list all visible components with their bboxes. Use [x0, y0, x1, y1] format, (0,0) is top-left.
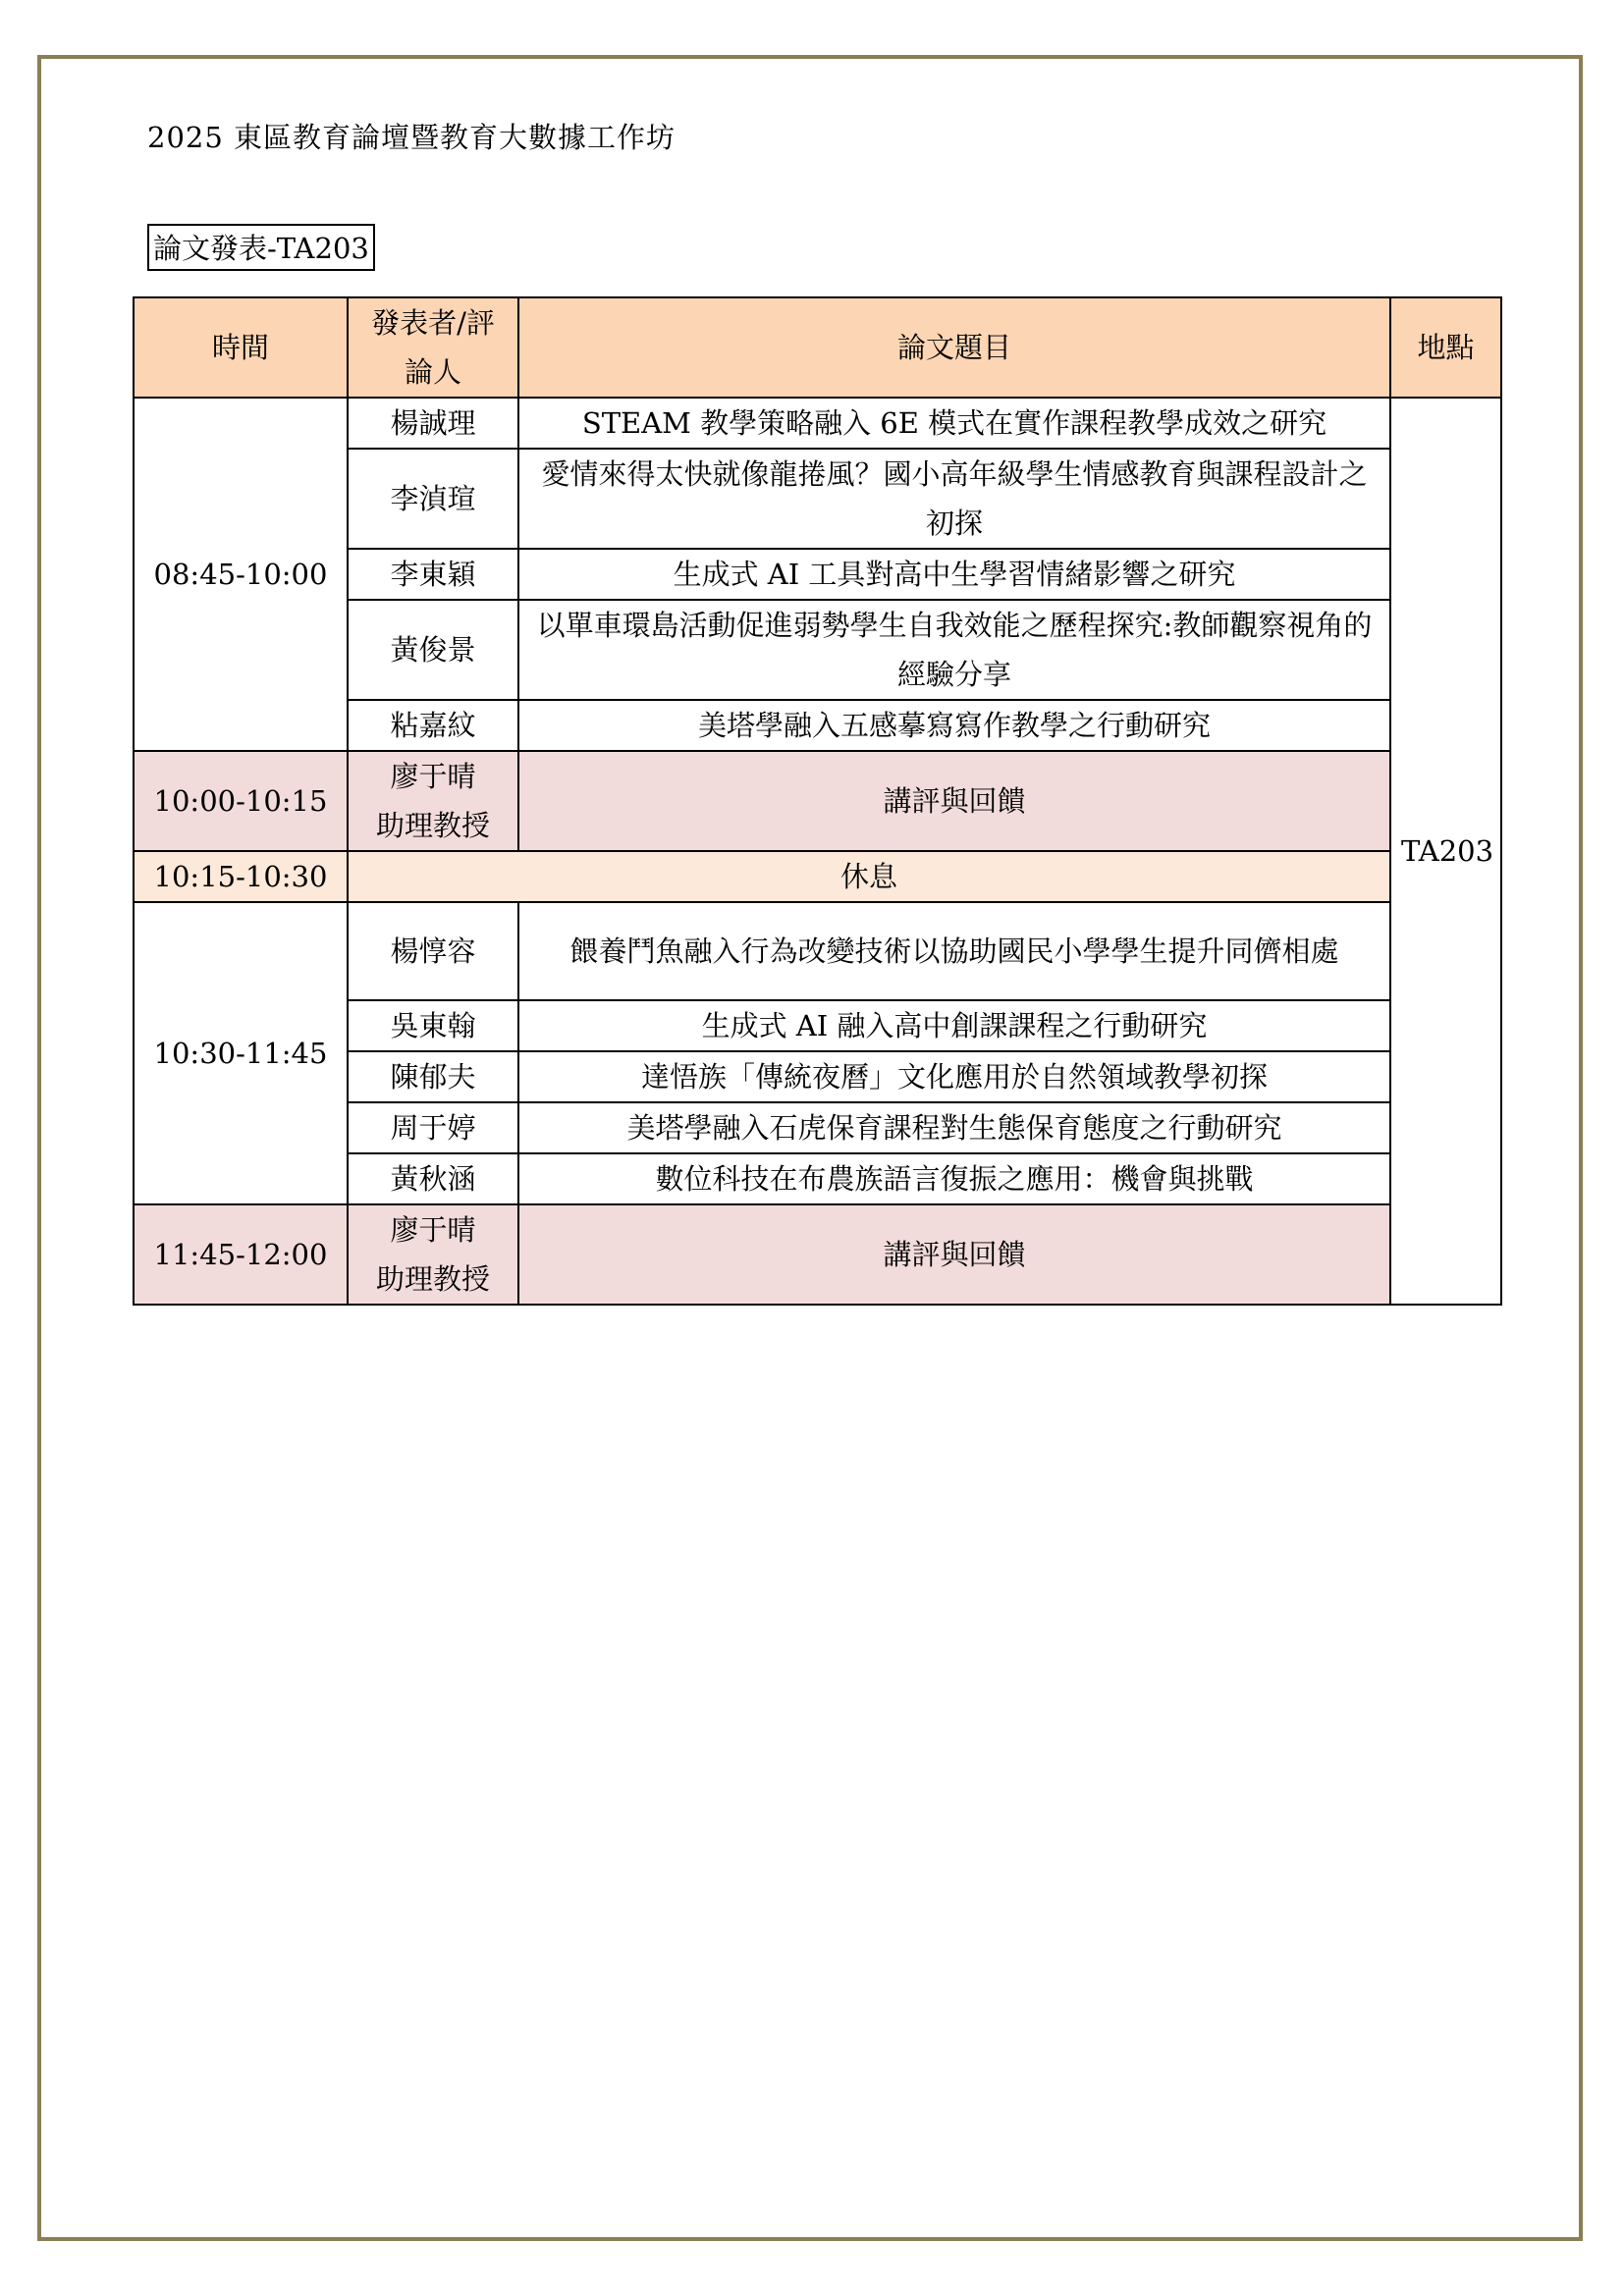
- presenter-cell: 陳郁夫: [348, 1051, 518, 1102]
- paper-title-cell: 達悟族「傳統夜曆」文化應用於自然領域教學初探: [518, 1051, 1390, 1102]
- col-header-time: 時間: [134, 297, 348, 398]
- reviewer-name: 廖于晴: [390, 760, 476, 793]
- paper-title-cell: 以單車環島活動促進弱勢學生自我效能之歷程探究:教師觀察視角的經驗分享: [518, 600, 1390, 700]
- table-header-row: [134, 297, 1501, 398]
- presenter-cell: 楊惇容: [348, 902, 518, 1000]
- schedule-table: [133, 296, 1502, 1306]
- presenter-cell: 周于婷: [348, 1102, 518, 1153]
- paper-title-cell: 生成式 AI 融入高中創課課程之行動研究: [518, 1000, 1390, 1051]
- paper-title-cell: STEAM 教學策略融入 6E 模式在實作課程教學成效之研究: [518, 398, 1390, 449]
- review-row: [134, 751, 1501, 851]
- session2-time: 10:30-11:45: [134, 902, 348, 1204]
- table-row: [134, 398, 1501, 449]
- review1-content: 講評與回饋: [518, 751, 1390, 851]
- presenter-cell: 李東穎: [348, 549, 518, 600]
- review1-time: 10:00-10:15: [134, 751, 348, 851]
- break-content: 休息: [348, 851, 1390, 902]
- col-header-location: 地點: [1390, 297, 1501, 398]
- paper-title-cell: 美塔學融入五感摹寫寫作教學之行動研究: [518, 700, 1390, 751]
- table-row: [134, 902, 1501, 1000]
- location-cell: TA203: [1390, 398, 1501, 1305]
- break-row: [134, 851, 1501, 902]
- review-row: [134, 1204, 1501, 1305]
- col-header-presenter: 發表者/評論人: [348, 297, 518, 398]
- review2-time: 11:45-12:00: [134, 1204, 348, 1305]
- reviewer-title: 助理教授: [375, 1262, 490, 1296]
- break-time: 10:15-10:30: [134, 851, 348, 902]
- document-title: 2025 東區教育論壇暨教育大數據工作坊: [147, 121, 677, 154]
- paper-title-cell: 餵養鬥魚融入行為改變技術以協助國民小學學生提升同儕相處: [518, 902, 1390, 1000]
- reviewer-cell: [348, 1204, 518, 1305]
- presenter-cell: 吳東翰: [348, 1000, 518, 1051]
- presenter-cell: 粘嘉紋: [348, 700, 518, 751]
- session1-time: 08:45-10:00: [134, 398, 348, 751]
- presenter-cell: 黃俊景: [348, 600, 518, 700]
- reviewer-title: 助理教授: [375, 809, 490, 842]
- paper-title-cell: 數位科技在布農族語言復振之應用：機會與挑戰: [518, 1153, 1390, 1204]
- section-label: 論文發表-TA203: [147, 224, 375, 271]
- paper-title-cell: 愛情來得太快就像龍捲風？國小高年級學生情感教育與課程設計之初探: [518, 449, 1390, 549]
- col-header-title: 論文題目: [518, 297, 1390, 398]
- presenter-cell: 黃秋涵: [348, 1153, 518, 1204]
- paper-title-cell: 生成式 AI 工具對高中生學習情緒影響之研究: [518, 549, 1390, 600]
- reviewer-name: 廖于晴: [390, 1213, 476, 1247]
- presenter-cell: 楊誠理: [348, 398, 518, 449]
- review2-content: 講評與回饋: [518, 1204, 1390, 1305]
- reviewer-cell: [348, 751, 518, 851]
- presenter-cell: 李湞瑄: [348, 449, 518, 549]
- paper-title-cell: 美塔學融入石虎保育課程對生態保育態度之行動研究: [518, 1102, 1390, 1153]
